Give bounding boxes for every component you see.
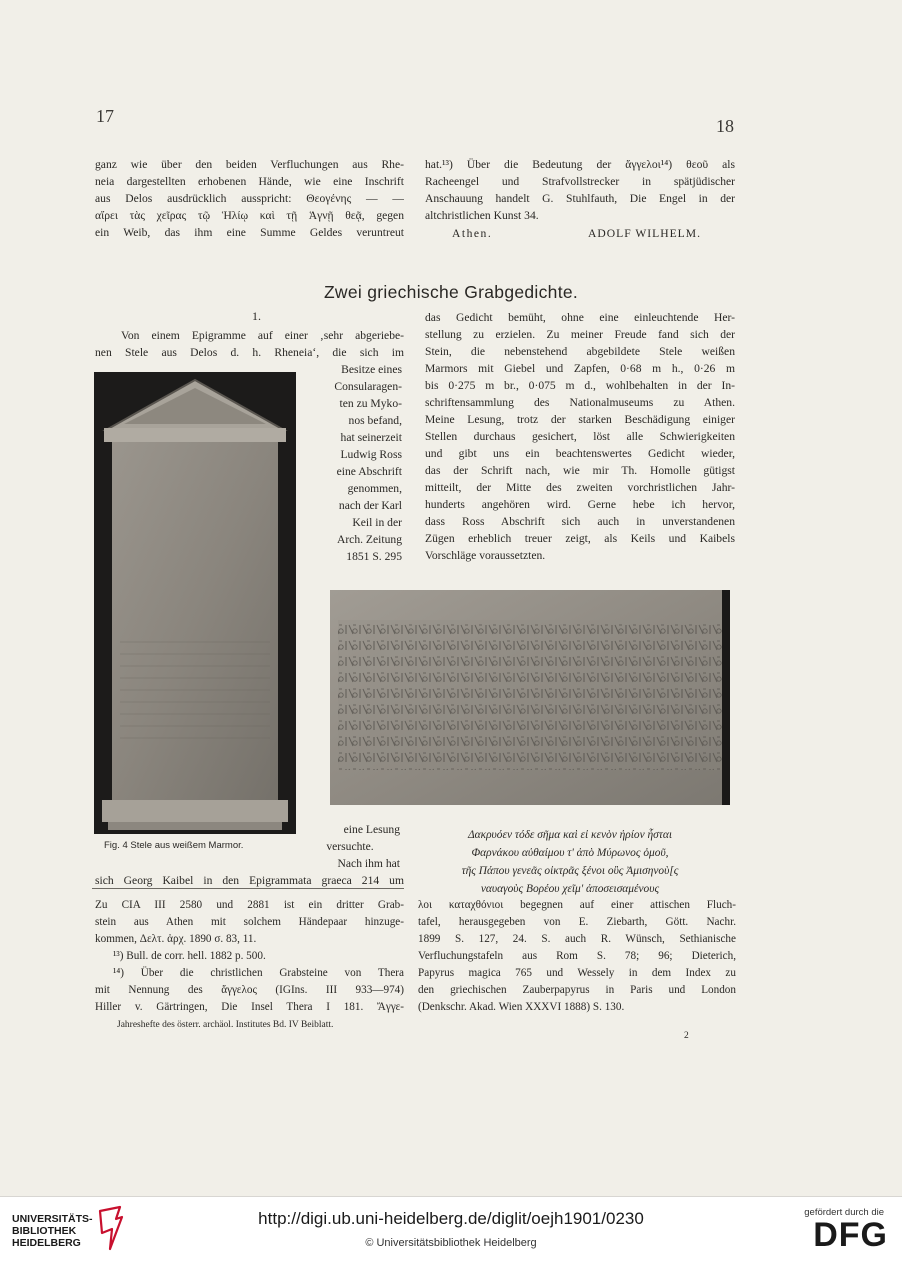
text-line: stellung zu erzielen. Zu meiner Freude fand sich der [425, 328, 735, 341]
footnotes-right [418, 897, 736, 1016]
text-line: Ludwig Ross [340, 448, 402, 461]
text-line: das der Schrift nach, wie mir Th. Homolle gütigst [425, 464, 735, 477]
stele-photo [94, 372, 296, 834]
right-top-paragraph [425, 156, 735, 224]
poem-line: τῆς Πάπου γενεᾶς οἰκτρᾶς ξένοι οὓς Ἀμισηνοὺ[ς [461, 865, 679, 877]
text-line: Stellen durchaus gesichert, löst alle Schwierigkeiten [425, 430, 735, 443]
section-numeral: 1. [252, 309, 261, 323]
left-last-line [95, 872, 404, 889]
text-line: Stein, die nebenstehend abgebildete Stele weißen [425, 345, 735, 358]
text-line: Besitze eines [341, 363, 402, 376]
article-heading: Zwei griechische Grabgedichte. [323, 282, 579, 302]
text-line: bis 0·275 m br., 0·075 m d., wohlbehalten in der In- [425, 379, 735, 392]
text-line: Meine Lesung, trotz der starken Beschädigung einiger [425, 413, 735, 426]
poem-line: ναυαγοὺς Βορέου χεῖμ' ἀποσεισαμένους [480, 883, 660, 895]
poem-line: Φαρνάκου αὐθαίμου τ' ἀπὸ Μύρωνος ὁμοῦ, [471, 847, 669, 859]
text-line: ganz wie über den beiden Verfluchungen aus Rhe- [95, 158, 404, 171]
signature-place: Athen. [452, 227, 493, 240]
text-line: nos befand, [348, 414, 402, 427]
footnote-line: stein aus Athen mit solchem Händepaar hinzuge- [95, 916, 404, 928]
text-line: nen Stele aus Delos d. h. Rheneia‘, die sich im [95, 346, 404, 359]
text-line: Marmors mit Giebel und Zapfen, 0·68 m h., 0·26 m [425, 362, 735, 375]
text-line: Nach ihm hat [337, 857, 400, 870]
text-line: das Gedicht bemüht, ohne eine einleuchtende Her- [425, 311, 735, 324]
text-line: altchristlichen Kunst 34. [425, 209, 539, 222]
text-line: Keil in der [352, 516, 402, 529]
greek-poem [405, 826, 735, 898]
footnote-line: den griechischen Zauberpapyrus in Paris und London [418, 984, 736, 996]
footnote-line: λοι καταχθόνιοι begegnen auf einer attischen Fluch- [418, 899, 736, 911]
text-line: ten zu Myko- [339, 397, 402, 410]
journal-line: Jahreshefte des österr. archäol. Institutes Bd. IV Beiblatt. [117, 1020, 334, 1030]
footnote-line: Verfluchungstafeln aus Rom S. 78; 96; Dieterich, [418, 950, 736, 962]
footnotes-left [95, 897, 404, 1016]
text-line: Zügen erheblich treuer zeigt, als Keils und Kaibels [425, 532, 735, 545]
text-line: nach der Karl [338, 499, 402, 512]
text-line: dass Ross Abschrift sich auch in unverstandenen [425, 515, 735, 528]
page-number-right: 18 [716, 116, 734, 136]
text-line: Von einem Epigramme auf einer ‚sehr abgeriebe- [121, 329, 404, 342]
footnote-line: 1899 S. 127, 24. S. auch R. Wünsch, Sethianische [418, 933, 736, 945]
poem-line: Δακρυόεν τόδε σῆμα καὶ εἰ κενὸν ἠρίον ἧσται [467, 829, 673, 841]
permalink-url[interactable]: http://digi.ub.uni-heidelberg.de/diglit/oejh1901/0230 [258, 1209, 644, 1228]
text-line: Anschauung handelt G. Stuhlfauth, Die Engel in der [425, 192, 735, 205]
left-intro [95, 327, 404, 361]
text-line: mitteilt, der Mitte des zweiten vorchristlichen Jahr- [425, 481, 735, 494]
logo-line: UNIVERSITÄTS- [12, 1213, 93, 1225]
text-line: Consularagen- [334, 380, 402, 393]
text-line: Vorschläge voraussetzten. [425, 549, 546, 562]
footnote-line: ¹³) Bull. de corr. hell. 1882 p. 500. [113, 950, 266, 962]
page-number-left: 17 [96, 106, 114, 126]
text-line: 1851 S. 295 [346, 550, 402, 563]
footnote-line: tafel, herausgegeben von E. Ziebarth, Gött. Nachr. [418, 916, 736, 928]
signature-author: ADOLF WILHELM. [588, 227, 701, 240]
footnote-line: Papyrus magica 765 und Wessely in dem Index zu [418, 967, 736, 979]
footnote-line: (Denkschr. Akad. Wien XXXVI 1888) S. 130. [418, 1001, 625, 1013]
footnote-line: ¹⁴) Über die christlichen Grabsteine von Thera [113, 967, 404, 979]
text-line: sich Georg Kaibel in den Epigrammata graeca 214 um [95, 874, 404, 887]
footnote-line: kommen, Δελτ. ἀρχ. 1890 σ. 83, 11. [95, 933, 257, 945]
text-line: genommen, [347, 482, 402, 495]
funding-note: gefördert durch die [804, 1207, 884, 1218]
left-narrow-text [300, 361, 402, 565]
logo-line: BIBLIOTHEK [12, 1225, 77, 1237]
footnote-line: mit Nennung des ἄγγελος (IGIns. III 933—974) [95, 984, 404, 996]
text-line: αἴρει τὰς χεῖρας τῷ Ἡλίῳ καὶ τῇ Ἁγνῇ θεᾷ, gegen [95, 209, 404, 222]
text-line: Racheengel und Strafvollstrecker in spätjüdischer [425, 175, 735, 188]
text-line: eine Abschrift [336, 465, 402, 478]
text-line: neia dargestellten erhobenen Hände, wie eine Inschrift [95, 175, 404, 188]
logo-line: HEIDELBERG [12, 1237, 81, 1249]
text-line: hat seinerzeit [340, 431, 402, 444]
left-top-paragraph [95, 156, 404, 241]
inscription-photo [330, 590, 730, 805]
dfg-logo[interactable]: DFG [813, 1216, 888, 1254]
text-line: hat.¹³) Über die Bedeutung der ἄγγελοι¹⁴) θεοῦ als [425, 158, 735, 171]
inscription-illustration [330, 590, 730, 805]
figure-caption: Fig. 4 Stele aus weißem Marmor. [104, 840, 244, 851]
text-line: schriftensammlung des Nationalmuseums zu Athen. [425, 396, 735, 409]
copyright-notice: © Universitätsbibliothek Heidelberg [365, 1237, 537, 1249]
viewer-footer [0, 1196, 902, 1262]
text-line: ein Weib, das ihm eine Summe Geldes veruntreut [95, 226, 404, 239]
left-narrow-bottom [300, 821, 400, 872]
text-line: Arch. Zeitung [336, 533, 402, 546]
footnote-line: Zu CIA III 2580 und 2881 ist ein dritter Grab- [95, 899, 404, 911]
text-line: aus Delos ausdrücklich ausspricht: Θεογένης — — [95, 192, 404, 205]
right-main-paragraph [425, 309, 735, 564]
text-line: versuchte. [326, 840, 374, 853]
footnote-line: Hiller v. Gärtringen, Die Insel Thera I 181. Ἄγγε- [95, 1001, 404, 1013]
footnote-rule [92, 888, 404, 889]
text-line: hunderts angehören wird. Gerne hebe ich hervor, [425, 498, 735, 511]
signature-mark: 2 [684, 1031, 689, 1041]
text-line: eine Lesung [343, 823, 400, 836]
text-line: und gibt uns ein beachtenswertes Gedicht wieder, [425, 447, 735, 460]
stele-illustration [94, 372, 296, 834]
